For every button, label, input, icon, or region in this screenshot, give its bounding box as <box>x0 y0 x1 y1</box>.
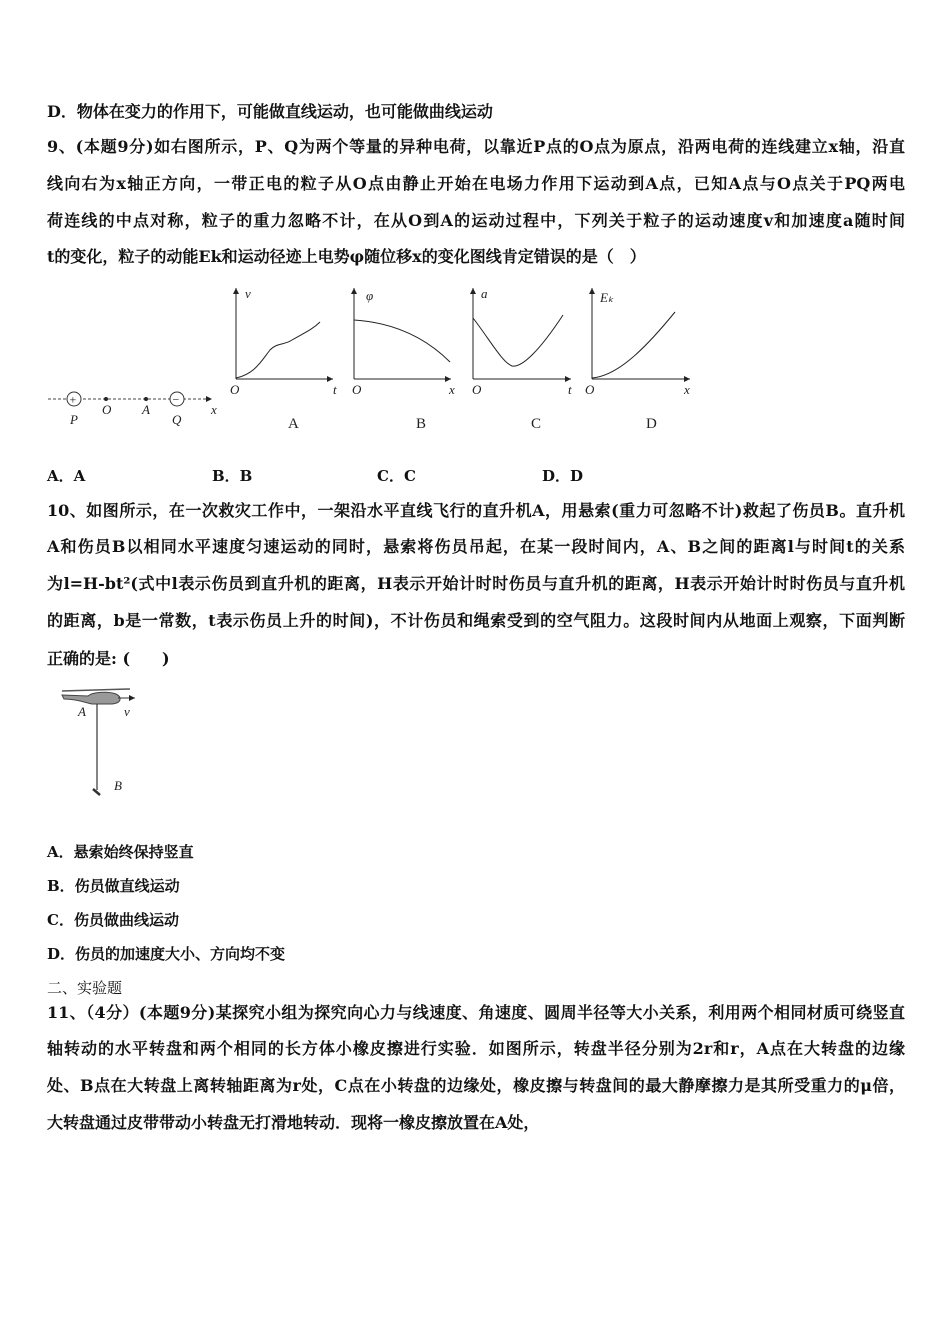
label-q: Q <box>172 412 182 427</box>
q10-option-a[interactable]: A．悬索始终保持竖直 <box>47 843 194 861</box>
section-title: 二、实验题 <box>47 979 123 997</box>
point-a <box>144 397 148 401</box>
q11-text-line: 大转盘通过皮带带动小转盘无打滑地转动．现将一橡皮擦放置在A处， <box>47 1113 540 1132</box>
q10-option-b[interactable]: B．伤员做直线运动 <box>47 877 180 895</box>
q8-option-d: D．物体在变力的作用下，可能做直线运动，也可能做曲线运动 <box>47 102 493 121</box>
label-a: A <box>142 402 150 417</box>
label-x: x <box>211 402 217 417</box>
x-label: t <box>568 382 572 397</box>
graph-caption: A <box>288 416 299 432</box>
q10-text-line: 10、如图所示，在一次救灾工作中，一架沿水平直线飞行的直升机A，用悬索(重力可忽略不计)救起了伤员B。直升机 <box>47 501 905 520</box>
graph-d <box>585 288 690 432</box>
q10-text-line: 正确的是: ( ) <box>47 649 170 668</box>
rotor <box>62 689 130 691</box>
x-label: x <box>449 382 455 397</box>
minus-sign: − <box>172 392 180 407</box>
curve-phi-x <box>354 320 450 362</box>
graph-a <box>230 286 337 432</box>
y-label: a <box>481 286 488 301</box>
graph-b <box>352 288 455 432</box>
plus-sign: + <box>69 392 77 407</box>
q10-text-line: 的距离，b是一常数，t表示伤员上升的时间)，不计伤员和绳索受到的空气阻力。这段时间内从地面上观察，下面判断 <box>47 611 905 630</box>
curve-a-t <box>473 315 563 366</box>
q9-option-c[interactable]: C．C <box>377 467 416 485</box>
origin-label: O <box>585 382 595 397</box>
y-label: φ <box>366 288 374 303</box>
q9-option-d[interactable]: D．D <box>542 467 584 485</box>
label-v: v <box>124 704 130 719</box>
q11-text-line: 轴转动的水平转盘和两个相同的长方体小橡皮擦进行实验．如图所示，转盘半径分别为2r和r，A点在大转盘的边缘 <box>47 1039 905 1058</box>
helicopter-figure <box>62 689 135 795</box>
label-o: O <box>102 402 112 417</box>
origin-label: O <box>352 382 362 397</box>
q11-text-line: 处、B点在大转盘上离转轴距离为r处，C点在小转盘的边缘处，橡皮擦与转盘间的最大静摩擦力是其所受重力的μ倍， <box>47 1076 905 1095</box>
q9-text-line: t的变化，粒子的动能Ek和运动径迹上电势φ随位移x的变化图线肯定错误的是（ ） <box>47 247 646 266</box>
curve-ek-x <box>592 312 675 378</box>
label-b: B <box>114 778 122 793</box>
q10-option-c[interactable]: C．伤员做曲线运动 <box>47 911 179 929</box>
q10-text-line: A和伤员B以相同水平速度匀速运动的同时，悬索将伤员吊起，在某一段时间内，A、B之间的距离l与时间t的关系 <box>47 537 905 556</box>
q9-text-line: 9、(本题9分)如右图所示，P、Q为两个等量的异种电荷，以靠近P点的O点为原点，沿两电荷的连线建立x轴，沿直 <box>47 137 905 156</box>
helicopter-icon <box>62 692 120 704</box>
x-label: x <box>684 382 690 397</box>
origin-label: O <box>230 382 240 397</box>
q10-text-line: 为l=H-bt²(式中l表示伤员到直升机的距离，H表示开始计时时伤员与直升机的距离，H表示开始计时时伤员与直升机 <box>47 574 905 593</box>
label-a: A <box>78 704 86 719</box>
graph-caption: C <box>531 416 542 432</box>
origin-label: O <box>472 382 482 397</box>
y-label: v <box>245 286 251 301</box>
label-p: P <box>70 412 78 427</box>
graph-caption: B <box>416 416 427 432</box>
q9-text-line: 荷连线的中点对称，粒子的重力忽略不计，在从O到A的运动过程中，下列关于粒子的运动速度v和加速度a随时间 <box>47 211 905 230</box>
q11-text-line: 11、（4分）(本题9分)某探究小组为探究向心力与线速度、角速度、圆周半径等大小关系，利用两个相同材质可绕竖直 <box>47 1003 905 1022</box>
point-o <box>104 397 108 401</box>
graph-c <box>472 286 572 432</box>
graph-caption: D <box>646 416 657 432</box>
charge-diagram <box>48 392 217 427</box>
x-label: t <box>333 382 337 397</box>
q10-option-d[interactable]: D．伤员的加速度大小、方向均不变 <box>47 945 286 963</box>
q9-option-b[interactable]: B．B <box>212 467 253 485</box>
y-label: Eₖ <box>600 290 614 305</box>
curve-v-t <box>236 322 320 378</box>
q9-text-line: 线向右为x轴正方向，一带正电的粒子从O点由静止开始在电场力作用下运动到A点，已知A点与O点关于PQ两电 <box>47 174 905 193</box>
q9-option-a[interactable]: A．A <box>47 467 86 485</box>
